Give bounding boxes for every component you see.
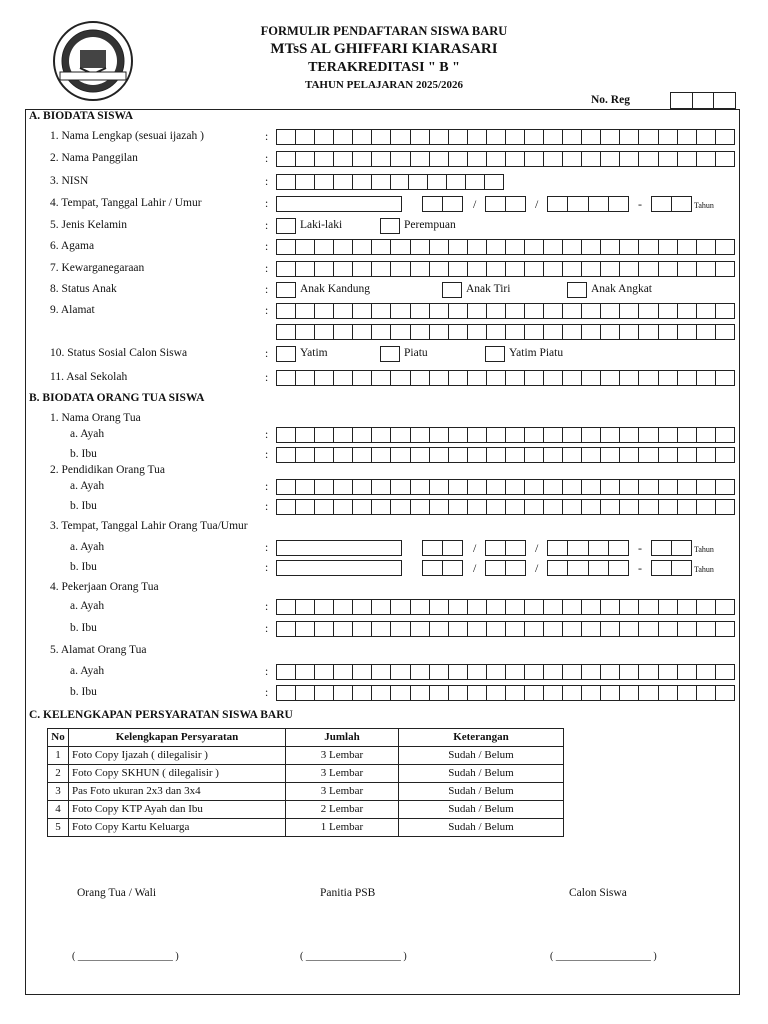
colon: :: [265, 449, 269, 461]
cell-jumlah: 3 Lembar: [286, 747, 399, 765]
checkbox-angkat[interactable]: [567, 282, 587, 298]
cell-no: 3: [48, 783, 69, 801]
cell-no: 4: [48, 801, 69, 819]
section-a-title: A. BIODATA SISWA: [29, 110, 134, 122]
sig-panitia-label: Panitia PSB: [320, 887, 376, 899]
input-alamat-2[interactable]: [276, 324, 735, 340]
label-nama-panggilan: 2. Nama Panggilan: [50, 152, 138, 164]
label-asal-sekolah: 11. Asal Sekolah: [50, 371, 128, 383]
input-alamat-ayah[interactable]: [276, 664, 735, 680]
table-row: [48, 747, 564, 765]
colon: :: [265, 305, 269, 317]
dash: -: [638, 561, 642, 575]
label-status-sosial: 10. Status Sosial Calon Siswa: [50, 347, 188, 359]
checkbox-yatim[interactable]: [276, 346, 296, 362]
label-kewarganegaraan: 7. Kewarganegaraan: [50, 262, 145, 274]
colon: :: [265, 176, 269, 188]
dash: -: [638, 197, 642, 211]
label-ayah: a. Ayah: [70, 428, 105, 440]
colon: :: [265, 198, 269, 210]
input-tanggal-ayah[interactable]: [422, 540, 463, 556]
colon: :: [265, 263, 269, 275]
input-tempat-lahir-ayah[interactable]: [276, 540, 402, 556]
cell-kelengkapan: Foto Copy Kartu Keluarga: [69, 819, 286, 837]
input-tahun-ibu[interactable]: [547, 560, 629, 576]
section-b-title: B. BIODATA ORANG TUA SISWA: [29, 392, 205, 404]
table-row: [48, 783, 564, 801]
label-agama: 6. Agama: [50, 240, 95, 252]
label-status-anak: 8. Status Anak: [50, 283, 117, 295]
cell-kelengkapan: Pas Foto ukuran 2x3 dan 3x4: [69, 783, 286, 801]
cell-jumlah: 3 Lembar: [286, 765, 399, 783]
col-keterangan: Keterangan: [399, 729, 564, 747]
option-angkat: Anak Angkat: [591, 283, 653, 295]
label-alamat-ortu: 5. Alamat Orang Tua: [50, 644, 147, 656]
colon: :: [265, 348, 269, 360]
cell-kelengkapan: Foto Copy KTP Ayah dan Ibu: [69, 801, 286, 819]
option-yatim-piatu: Yatim Piatu: [509, 347, 564, 359]
cell-no: 1: [48, 747, 69, 765]
input-pekerjaan-ibu[interactable]: [276, 621, 735, 637]
label-ibu: b. Ibu: [70, 448, 97, 460]
input-tahun[interactable]: [547, 196, 629, 212]
input-nama-ayah[interactable]: [276, 427, 735, 443]
option-laki: Laki-laki: [300, 219, 343, 231]
col-no: No: [48, 729, 69, 747]
input-alamat-1[interactable]: [276, 303, 735, 319]
label-nisn: 3. NISN: [50, 175, 89, 187]
colon: :: [265, 220, 269, 232]
accreditation: TERAKREDITASI " B ": [308, 60, 460, 75]
sig-wali-label: Orang Tua / Wali: [77, 887, 157, 899]
school-name: MTsS AL GHIFFARI KIARASARI: [270, 41, 498, 57]
cell-keterangan: Sudah / Belum: [399, 819, 564, 837]
label-alamat: 9. Alamat: [50, 304, 95, 316]
colon: :: [265, 131, 269, 143]
cell-kelengkapan: Foto Copy Ijazah ( dilegalisir ): [69, 747, 286, 765]
label-nama-ortu: 1. Nama Orang Tua: [50, 412, 141, 424]
input-umur-ayah[interactable]: [651, 540, 692, 556]
label-ibu: b. Ibu: [70, 500, 97, 512]
label-jenis-kelamin: 5. Jenis Kelamin: [50, 219, 127, 231]
label-ayah: a. Ayah: [70, 665, 105, 677]
label-ayah: a. Ayah: [70, 541, 105, 553]
slash: /: [535, 197, 539, 211]
sig-siswa-label: Calon Siswa: [569, 887, 627, 899]
slash: /: [473, 541, 477, 555]
input-nama-ibu[interactable]: [276, 447, 735, 463]
checkbox-kandung[interactable]: [276, 282, 296, 298]
sig-siswa-line: ( ___________________ ): [550, 951, 657, 962]
input-bulan-ayah[interactable]: [485, 540, 526, 556]
cell-keterangan: Sudah / Belum: [399, 801, 564, 819]
label-ibu: b. Ibu: [70, 561, 97, 573]
label-ayah: a. Ayah: [70, 480, 105, 492]
colon: :: [265, 284, 269, 296]
label-ibu: b. Ibu: [70, 622, 97, 634]
section-c-title: C. KELENGKAPAN PERSYARATAN SISWA BARU: [29, 709, 293, 721]
sig-wali-line: ( ___________________ ): [72, 951, 179, 962]
cell-no: 2: [48, 765, 69, 783]
checkbox-perempuan[interactable]: [380, 218, 400, 234]
colon: :: [265, 601, 269, 613]
dash: -: [638, 541, 642, 555]
checkbox-yatim-piatu[interactable]: [485, 346, 505, 362]
input-tempat-lahir-ibu[interactable]: [276, 560, 402, 576]
table-row: [48, 801, 564, 819]
colon: :: [265, 153, 269, 165]
tahun-label: Tahun: [694, 545, 714, 554]
cell-jumlah: 2 Lembar: [286, 801, 399, 819]
colon: :: [265, 241, 269, 253]
input-nama-lengkap[interactable]: [276, 129, 735, 145]
colon: :: [265, 481, 269, 493]
input-agama[interactable]: [276, 239, 735, 255]
option-piatu: Piatu: [404, 347, 428, 359]
input-tempat-lahir[interactable]: [276, 196, 402, 212]
input-umur-ibu[interactable]: [651, 560, 692, 576]
input-tanggal-ibu[interactable]: [422, 560, 463, 576]
slash: /: [473, 197, 477, 211]
cell-keterangan: Sudah / Belum: [399, 765, 564, 783]
cell-no: 5: [48, 819, 69, 837]
cell-jumlah: 1 Lembar: [286, 819, 399, 837]
option-kandung: Anak Kandung: [300, 283, 370, 295]
input-pendidikan-ayah[interactable]: [276, 479, 735, 495]
label-ibu: b. Ibu: [70, 686, 97, 698]
label-ttl: 4. Tempat, Tanggal Lahir / Umur: [50, 197, 202, 209]
input-pekerjaan-ayah[interactable]: [276, 599, 735, 615]
input-umur[interactable]: [651, 196, 692, 212]
colon: :: [265, 542, 269, 554]
input-asal-sekolah[interactable]: [276, 370, 735, 386]
no-reg-label: No. Reg: [591, 94, 630, 106]
checkbox-laki[interactable]: [276, 218, 296, 234]
slash: /: [535, 541, 539, 555]
cell-kelengkapan: Foto Copy SKHUN ( dilegalisir ): [69, 765, 286, 783]
sig-panitia-line: ( ___________________ ): [300, 951, 407, 962]
input-bulan-ibu[interactable]: [485, 560, 526, 576]
label-ttl-ortu: 3. Tempat, Tanggal Lahir Orang Tua/Umur: [50, 520, 248, 532]
form-title: FORMULIR PENDAFTARAN SISWA BARU: [260, 24, 508, 38]
input-kewarganegaraan[interactable]: [276, 261, 735, 277]
cell-keterangan: Sudah / Belum: [399, 747, 564, 765]
tahun-label: Tahun: [694, 201, 714, 210]
no-reg-input[interactable]: [670, 92, 736, 109]
input-pendidikan-ibu[interactable]: [276, 499, 735, 515]
option-tiri: Anak Tiri: [466, 283, 511, 295]
input-nisn[interactable]: [276, 174, 504, 190]
input-tanggal[interactable]: [422, 196, 463, 212]
slash: /: [535, 561, 539, 575]
label-pekerjaan-ortu: 4. Pekerjaan Orang Tua: [50, 581, 159, 593]
slash: /: [473, 561, 477, 575]
colon: :: [265, 687, 269, 699]
colon: :: [265, 429, 269, 441]
label-nama-lengkap: 1. Nama Lengkap (sesuai ijazah ): [50, 130, 204, 142]
table-row: [48, 765, 564, 783]
colon: :: [265, 372, 269, 384]
checkbox-piatu[interactable]: [380, 346, 400, 362]
tahun-label: Tahun: [694, 565, 714, 574]
table-row: [48, 819, 564, 837]
col-kelengkapan: Kelengkapan Persyaratan: [69, 729, 286, 747]
colon: :: [265, 501, 269, 513]
label-ayah: a. Ayah: [70, 600, 105, 612]
requirements-table: [47, 728, 564, 837]
col-jumlah: Jumlah: [286, 729, 399, 747]
input-bulan[interactable]: [485, 196, 526, 212]
academic-year: TAHUN PELAJARAN 2025/2026: [304, 79, 464, 91]
colon: :: [265, 623, 269, 635]
table-header-row: [48, 729, 564, 747]
colon: :: [265, 562, 269, 574]
option-perempuan: Perempuan: [404, 219, 456, 231]
input-nama-panggilan[interactable]: [276, 151, 735, 167]
cell-jumlah: 3 Lembar: [286, 783, 399, 801]
input-alamat-ibu[interactable]: [276, 685, 735, 701]
checkbox-tiri[interactable]: [442, 282, 462, 298]
option-yatim: Yatim: [300, 347, 328, 359]
label-pendidikan-ortu: 2. Pendidikan Orang Tua: [50, 464, 165, 476]
input-tahun-ayah[interactable]: [547, 540, 629, 556]
colon: :: [265, 666, 269, 678]
cell-keterangan: Sudah / Belum: [399, 783, 564, 801]
